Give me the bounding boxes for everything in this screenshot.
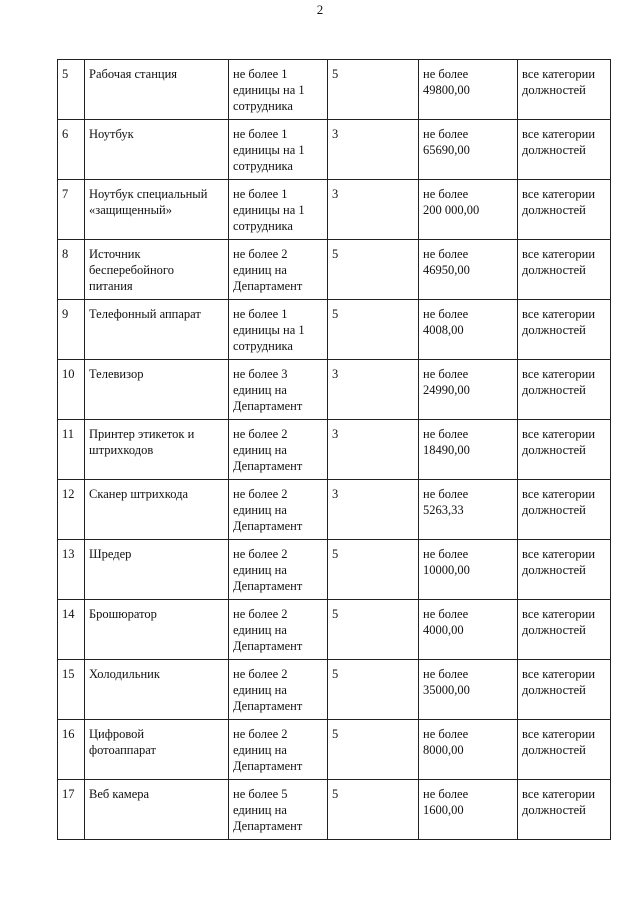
price-cell: не более 46950,00	[419, 240, 518, 300]
positions-cell: все категории должностей	[518, 60, 611, 120]
service-term-cell: 5	[328, 540, 419, 600]
table-row	[58, 180, 611, 240]
item-name-cell: Ноутбук специальный «защищенный»	[85, 180, 229, 240]
quantity-cell: не более 1 единицы на 1 сотрудника	[229, 300, 328, 360]
table-row	[58, 300, 611, 360]
price-cell: не более 4008,00	[419, 300, 518, 360]
table-row	[58, 540, 611, 600]
service-term-cell: 5	[328, 600, 419, 660]
service-term-cell: 5	[328, 720, 419, 780]
row-number-cell: 9	[58, 300, 85, 360]
item-name-cell: Рабочая станция	[85, 60, 229, 120]
service-term-cell: 5	[328, 300, 419, 360]
table-row	[58, 360, 611, 420]
row-number-cell: 16	[58, 720, 85, 780]
service-term-cell: 3	[328, 420, 419, 480]
positions-cell: все категории должностей	[518, 720, 611, 780]
item-name-cell: Шредер	[85, 540, 229, 600]
positions-cell: все категории должностей	[518, 300, 611, 360]
price-cell: не более 4000,00	[419, 600, 518, 660]
positions-cell: все категории должностей	[518, 120, 611, 180]
positions-cell: все категории должностей	[518, 240, 611, 300]
service-term-cell: 3	[328, 180, 419, 240]
quantity-cell: не более 2 единиц на Департамент	[229, 420, 328, 480]
quantity-cell: не более 2 единиц на Департамент	[229, 660, 328, 720]
item-name-cell: Принтер этикеток и штрихкодов	[85, 420, 229, 480]
quantity-cell: не более 1 единицы на 1 сотрудника	[229, 120, 328, 180]
positions-cell: все категории должностей	[518, 780, 611, 840]
table-row	[58, 600, 611, 660]
row-number-cell: 7	[58, 180, 85, 240]
row-number-cell: 12	[58, 480, 85, 540]
positions-cell: все категории должностей	[518, 420, 611, 480]
positions-cell: все категории должностей	[518, 660, 611, 720]
table-body	[58, 60, 611, 840]
table-row	[58, 780, 611, 840]
item-name-cell: Веб камера	[85, 780, 229, 840]
item-name-cell: Ноутбук	[85, 120, 229, 180]
quantity-cell: не более 2 единиц на Департамент	[229, 600, 328, 660]
price-cell: не более 1600,00	[419, 780, 518, 840]
table-row	[58, 660, 611, 720]
price-cell: не более 18490,00	[419, 420, 518, 480]
price-cell: не более 5263,33	[419, 480, 518, 540]
price-cell: не более 8000,00	[419, 720, 518, 780]
item-name-cell: Источник бесперебойного питания	[85, 240, 229, 300]
positions-cell: все категории должностей	[518, 540, 611, 600]
quantity-cell: не более 2 единиц на Департамент	[229, 240, 328, 300]
row-number-cell: 10	[58, 360, 85, 420]
service-term-cell: 5	[328, 60, 419, 120]
item-name-cell: Холодильник	[85, 660, 229, 720]
item-name-cell: Телевизор	[85, 360, 229, 420]
price-cell: не более 200 000,00	[419, 180, 518, 240]
quantity-cell: не более 5 единиц на Департамент	[229, 780, 328, 840]
price-cell: не более 35000,00	[419, 660, 518, 720]
table-row	[58, 240, 611, 300]
positions-cell: все категории должностей	[518, 180, 611, 240]
table-row	[58, 120, 611, 180]
table-row	[58, 420, 611, 480]
item-name-cell: Цифровой фотоаппарат	[85, 720, 229, 780]
positions-cell: все категории должностей	[518, 480, 611, 540]
price-cell: не более 24990,00	[419, 360, 518, 420]
quantity-cell: не более 3 единиц на Департамент	[229, 360, 328, 420]
table-row	[58, 60, 611, 120]
positions-cell: все категории должностей	[518, 600, 611, 660]
service-term-cell: 3	[328, 480, 419, 540]
row-number-cell: 5	[58, 60, 85, 120]
row-number-cell: 14	[58, 600, 85, 660]
service-term-cell: 5	[328, 780, 419, 840]
item-name-cell: Сканер штрихкода	[85, 480, 229, 540]
row-number-cell: 15	[58, 660, 85, 720]
quantity-cell: не более 2 единиц на Департамент	[229, 540, 328, 600]
row-number-cell: 8	[58, 240, 85, 300]
service-term-cell: 3	[328, 360, 419, 420]
page-number: 2	[316, 2, 324, 17]
row-number-cell: 13	[58, 540, 85, 600]
row-number-cell: 17	[58, 780, 85, 840]
row-number-cell: 11	[58, 420, 85, 480]
service-term-cell: 5	[328, 240, 419, 300]
table-row	[58, 480, 611, 540]
row-number-cell: 6	[58, 120, 85, 180]
item-name-cell: Телефонный аппарат	[85, 300, 229, 360]
item-name-cell: Брошюратор	[85, 600, 229, 660]
price-cell: не более 65690,00	[419, 120, 518, 180]
quantity-cell: не более 2 единиц на Департамент	[229, 720, 328, 780]
price-cell: не более 10000,00	[419, 540, 518, 600]
service-term-cell: 5	[328, 660, 419, 720]
quantity-cell: не более 2 единиц на Департамент	[229, 480, 328, 540]
price-cell: не более 49800,00	[419, 60, 518, 120]
equipment-norms-table	[57, 59, 611, 840]
service-term-cell: 3	[328, 120, 419, 180]
positions-cell: все категории должностей	[518, 360, 611, 420]
table-row	[58, 720, 611, 780]
quantity-cell: не более 1 единицы на 1 сотрудника	[229, 180, 328, 240]
quantity-cell: не более 1 единицы на 1 сотрудника	[229, 60, 328, 120]
